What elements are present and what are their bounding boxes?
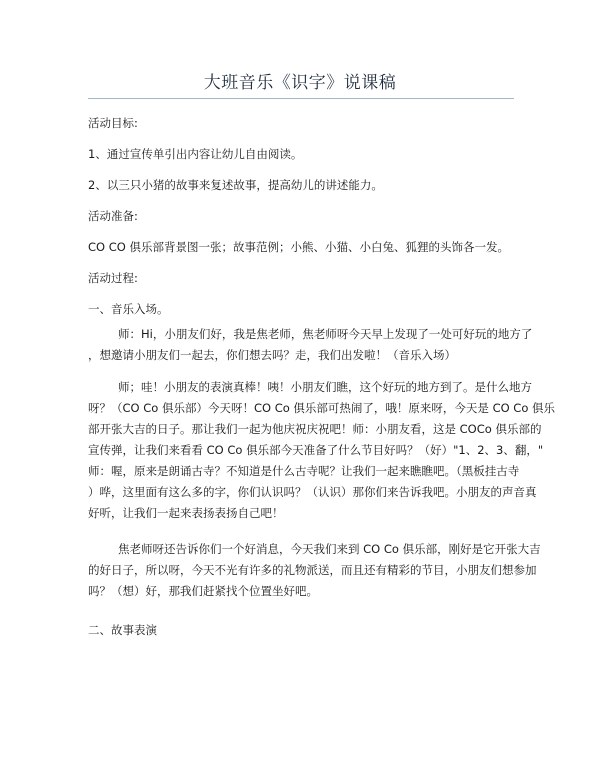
paragraph-2 bbox=[88, 377, 556, 524]
paragraph-line: 师：喔，原来是朗诵古寺？不知道是什么古寺呢？让我们一起来瞧瞧吧。（黑板挂古寺 bbox=[88, 464, 520, 478]
paragraph-line: 师：Hi，小朋友们好，我是焦老师，焦老师呀今天早上发现了一处可好玩的地方了 bbox=[118, 327, 533, 341]
paragraph-3 bbox=[88, 539, 541, 602]
paragraph-line: 好听，让我们一起来表扬表扬自己吧！ bbox=[88, 506, 284, 520]
paragraph-line: 呀？（CO Co 俱乐部）今天呀！CO Co 俱乐部可热闹了，哦！原来呀，今天是 CO Co 俱乐 bbox=[88, 401, 556, 415]
section-1-heading: 一、音乐入场。 bbox=[88, 302, 169, 316]
paragraph-line: ）哗，这里面有这么多的字，你们认识吗？（认识）那你们来告诉我吧。小朋友的声音真 bbox=[88, 485, 537, 499]
goal-item-2: 2、以三只小猪的故事来复述故事，提高幼儿的讲述能力。 bbox=[88, 178, 383, 192]
heading-activity-goals: 活动目标: bbox=[88, 116, 138, 130]
preparation-text: CO CO 俱乐部背景图一张；故事范例；小熊、小猫、小白兔、狐狸的头饰各一发。 bbox=[88, 240, 509, 254]
paragraph-line: 焦老师呀还告诉你们一个好消息，今天我们来到 CO Co 俱乐部，刚好是它开张大吉 bbox=[118, 542, 541, 556]
paragraph-line: 部开张大吉的日子。那让我们一起为他庆祝庆祝吧！师：小朋友看，这是 COCo 俱乐部的 bbox=[88, 422, 542, 436]
heading-activity-process: 活动过程: bbox=[88, 271, 138, 285]
goal-item-1: 1、通过宣传单引出内容让幼儿自由阅读。 bbox=[88, 147, 303, 161]
paragraph-1 bbox=[88, 324, 533, 366]
title-divider bbox=[88, 98, 514, 99]
document-title: 大班音乐《识字》说课稿 bbox=[203, 73, 397, 93]
paragraph-line: 吗？（想）好，那我们赶紧找个位置坐好吧。 bbox=[88, 584, 318, 598]
heading-activity-preparation: 活动准备: bbox=[88, 209, 138, 223]
paragraph-line: 宣传弹，让我们来看看 CO Co 俱乐部今天准备了什么节目好吗？（好）"1、2、3、翻，" bbox=[88, 443, 544, 457]
paragraph-line: 师；哇！小朋友的表演真棒！咦！小朋友们瞧，这个好玩的地方到了。是什么地方 bbox=[118, 380, 532, 394]
paragraph-line: ，想邀请小朋友们一起去，你们想去吗？走，我们出发啦！（音乐入场） bbox=[88, 348, 456, 362]
section-2-heading: 二、故事表演 bbox=[88, 623, 157, 637]
paragraph-line: 的好日子，所以呀，今天不光有许多的礼物派送，而且还有精彩的节目，小朋友们想参加 bbox=[88, 563, 537, 577]
